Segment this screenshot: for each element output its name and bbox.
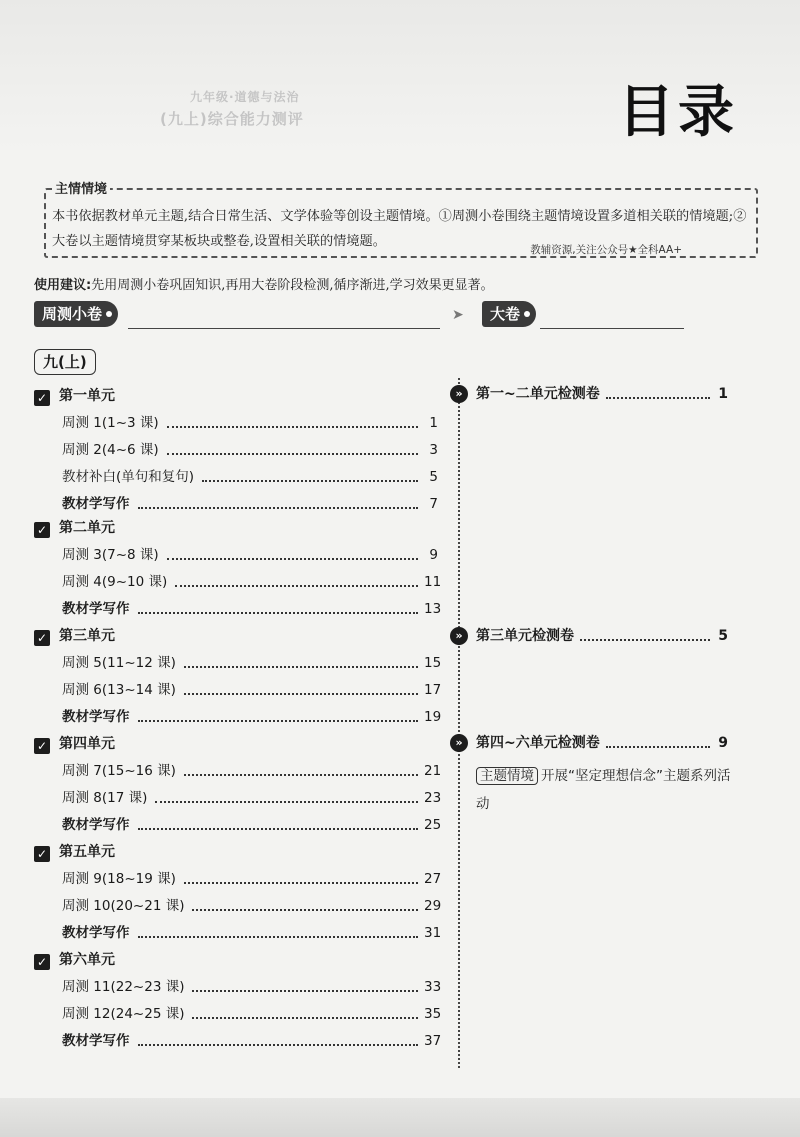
leader-dots [192, 976, 418, 992]
toc-entry-page: 3 [429, 442, 438, 458]
toc-entry-label: 周测 8(17 课) [62, 790, 148, 806]
usage-advice [34, 274, 494, 293]
toc-entry[interactable] [62, 493, 438, 515]
toc-entry-page: 15 [424, 655, 442, 671]
toc-entry-label: 周测 4(9~10 课) [62, 574, 168, 590]
toc-entry-label: 周测 3(7~8 课) [62, 547, 159, 563]
toc-entry-page: 23 [424, 790, 442, 806]
exam-entry[interactable] [450, 732, 728, 754]
toc-entry-page: 27 [424, 871, 442, 887]
toc-entry-label: 周测 5(11~12 课) [62, 655, 176, 671]
toc-entry[interactable] [62, 652, 442, 674]
leader-dots [138, 598, 419, 614]
leader-dots [167, 544, 418, 560]
toc-entry[interactable] [62, 760, 442, 782]
toc-entry-label: 周测 6(13~14 课) [62, 682, 176, 698]
toc-entry-page: 35 [424, 1006, 442, 1022]
grade-label: 九(上) [34, 349, 96, 375]
toc-entry[interactable] [62, 814, 442, 836]
toc-entry-page: 31 [424, 925, 442, 941]
theme-text: 本书依据教材单元主题,结合日常生活、文学体验等创设主题情境。①周测小卷围绕主题情境设置多道相关联的情境题;②大卷以主题情境贯穿某板块或整卷,设置相关联的情境题。 [52, 209, 747, 249]
toc-entry-page: 25 [424, 817, 442, 833]
leader-dots [138, 814, 419, 830]
unit-heading: ✓ 第二单元 [34, 517, 115, 539]
theme-note [476, 762, 736, 818]
checkbox-icon: ✓ [34, 390, 50, 406]
toc-entry-page: 9 [429, 547, 438, 563]
toc-entry[interactable] [62, 544, 438, 566]
faded-header: 九年级·道德与法治 (九上)综合能力测评 [160, 90, 304, 128]
leader-dots [138, 1030, 419, 1046]
toc-entry-page: 29 [424, 898, 442, 914]
leader-dots [606, 732, 710, 748]
leader-dots [155, 787, 418, 803]
toc-entry-label: 周测 12(24~25 课) [62, 1006, 185, 1022]
exam-entry-page: 5 [718, 628, 728, 644]
toc-entry-page: 33 [424, 979, 442, 995]
theme-note-tag: 主题情境 [476, 767, 538, 785]
toc-entry-label: 周测 7(15~16 课) [62, 763, 176, 779]
toc-entry-page: 17 [424, 682, 442, 698]
toc-entry[interactable] [62, 571, 442, 593]
advice-label: 使用建议: [34, 278, 92, 293]
toc-entry-page: 21 [424, 763, 442, 779]
toc-entry-page: 5 [429, 469, 438, 485]
toc-entry[interactable] [62, 598, 442, 620]
exam-entry-page: 9 [718, 735, 728, 751]
checkbox-icon: ✓ [34, 954, 50, 970]
toc-entry[interactable] [62, 679, 442, 701]
advice-text: 先用周测小卷巩固知识,再用大卷阶段检测,循序渐进,学习效果更显著。 [91, 278, 494, 293]
toc-entry-page: 7 [429, 496, 438, 512]
leader-dots [167, 412, 418, 428]
toc-entry-label: 教材补白(单句和复句) [62, 469, 195, 485]
toc-entry[interactable] [62, 922, 442, 944]
theme-tag: 主情情境 [52, 178, 110, 197]
toc-entry[interactable] [62, 895, 442, 917]
section-rule-right [540, 328, 684, 329]
leader-dots [167, 439, 418, 455]
double-chevron-icon: » [450, 627, 468, 645]
unit-heading: ✓ 第三单元 [34, 625, 115, 647]
toc-entry[interactable] [62, 439, 438, 461]
toc-entry-label: 教材学写作 [62, 496, 130, 512]
exam-entry-label: 第四~六单元检测卷 [476, 735, 600, 751]
scan-shadow-bottom [0, 1098, 800, 1137]
leader-dots [192, 895, 418, 911]
leader-dots [192, 1003, 418, 1019]
toc-entry-label: 周测 1(1~3 课) [62, 415, 159, 431]
toc-entry-label: 周测 10(20~21 课) [62, 898, 185, 914]
checkbox-icon: ✓ [34, 630, 50, 646]
leader-dots [138, 922, 419, 938]
toc-entry-page: 37 [424, 1033, 442, 1049]
toc-entry[interactable] [62, 868, 442, 890]
section-badge-weekly: 周测小卷 [34, 301, 118, 327]
toc-entry-label: 教材学写作 [62, 925, 130, 941]
toc-entry[interactable] [62, 1030, 442, 1052]
double-chevron-icon: » [450, 734, 468, 752]
unit-heading: ✓ 第六单元 [34, 949, 115, 971]
leader-dots [184, 868, 418, 884]
toc-entry[interactable] [62, 1003, 442, 1025]
theme-note-text: 开展“坚定理想信念”主题系列活动 [476, 768, 731, 812]
toc-entry[interactable] [62, 706, 442, 728]
unit-heading: ✓ 第一单元 [34, 385, 115, 407]
checkbox-icon: ✓ [34, 522, 50, 538]
unit-heading: ✓ 第四单元 [34, 733, 115, 755]
toc-entry-page: 19 [424, 709, 442, 725]
checkbox-icon: ✓ [34, 738, 50, 754]
theme-intro-box [44, 182, 758, 258]
watermark-text: 教辅资源,关注公众号★全科AA+ [530, 244, 682, 256]
toc-entry[interactable] [62, 976, 442, 998]
exam-entry[interactable] [450, 625, 728, 647]
leader-dots [184, 652, 418, 668]
section-badge-big: 大卷 [482, 301, 536, 327]
exam-entry-page: 1 [718, 386, 728, 402]
exam-entry-label: 第一~二单元检测卷 [476, 386, 600, 402]
leader-dots [606, 383, 710, 399]
leader-dots [184, 760, 418, 776]
exam-entry[interactable] [450, 383, 728, 405]
toc-entry[interactable] [62, 412, 438, 434]
double-chevron-icon: » [450, 385, 468, 403]
toc-entry-page: 11 [424, 574, 442, 590]
toc-entry[interactable] [62, 787, 442, 809]
exam-entry-label: 第三单元检测卷 [476, 628, 574, 644]
leader-dots [184, 679, 418, 695]
toc-entry[interactable] [62, 466, 438, 488]
unit-heading: ✓ 第五单元 [34, 841, 115, 863]
toc-entry-page: 1 [429, 415, 438, 431]
leader-dots [138, 706, 419, 722]
toc-entry-label: 教材学写作 [62, 601, 130, 617]
section-rule-left [128, 328, 440, 329]
toc-entry-page: 13 [424, 601, 442, 617]
arrow-icon: ➤ [452, 307, 464, 323]
leader-dots [580, 625, 710, 641]
leader-dots [138, 493, 419, 509]
page-title: 目录 [618, 80, 738, 145]
toc-entry-label: 教材学写作 [62, 1033, 130, 1049]
toc-entry-label: 教材学写作 [62, 709, 130, 725]
checkbox-icon: ✓ [34, 846, 50, 862]
toc-entry-label: 教材学写作 [62, 817, 130, 833]
column-divider [458, 378, 460, 1068]
toc-entry-label: 周测 9(18~19 课) [62, 871, 176, 887]
leader-dots [175, 571, 418, 587]
toc-entry-label: 周测 11(22~23 课) [62, 979, 185, 995]
leader-dots [202, 466, 418, 482]
toc-entry-label: 周测 2(4~6 课) [62, 442, 159, 458]
